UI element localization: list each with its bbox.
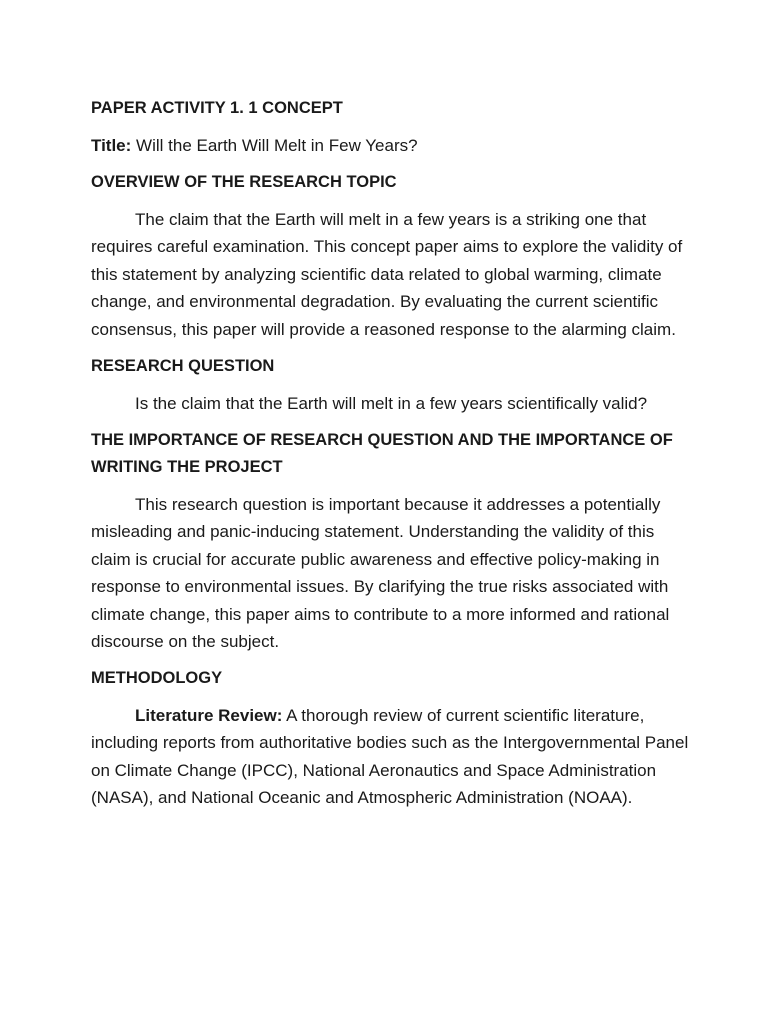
title-text: Will the Earth Will Melt in Few Years?: [131, 136, 418, 155]
importance-heading: THE IMPORTANCE OF RESEARCH QUESTION AND THE IMPORTANCE OF WRITING THE PROJECT: [91, 430, 673, 477]
activity-heading: PAPER ACTIVITY 1. 1 CONCEPT: [91, 99, 343, 117]
importance-paragraph: This research question is important because it addresses a potentially misleading and panic-inducing statement. Understanding the validity of this claim is crucial for accurate public awareness and effective policy-making in response to environmental issues. By clarifying the true risks associated with climate change, this paper aims to contribute to a more informed and rational discourse on the subject.: [91, 495, 670, 652]
research-question-heading: RESEARCH QUESTION: [91, 356, 275, 375]
document-title: [91, 132, 691, 159]
literature-review-paragraph: [91, 702, 691, 812]
research-question-paragraph: Is the claim that the Earth will melt in a few years scientifically valid?: [135, 393, 648, 413]
overview-heading: OVERVIEW OF THE RESEARCH TOPIC: [91, 173, 397, 191]
title-label: Title:: [91, 136, 132, 155]
document-body: [91, 95, 691, 821]
methodology-heading: METHODOLOGY: [91, 669, 223, 688]
literature-review-label: Literature Review:: [135, 706, 283, 726]
overview-paragraph: The claim that the Earth will melt in a few years is a striking one that requires careful examination. This concept paper aims to explore the validity of this statement by analyzing scientific data related to global warming, climate change, and environmental degradation. By evaluating the current scientific consensus, this paper will provide a reasoned response to the alarming claim.: [91, 210, 683, 339]
literature-review-text: A thorough review of current scientific literature, including reports from authoritative bodies such as the Intergovernmental Panel on Climate Change (IPCC), National Aeronautics and Space Administration (NASA), and National Oceanic and Atmospheric Administration (NOAA).: [91, 706, 689, 808]
